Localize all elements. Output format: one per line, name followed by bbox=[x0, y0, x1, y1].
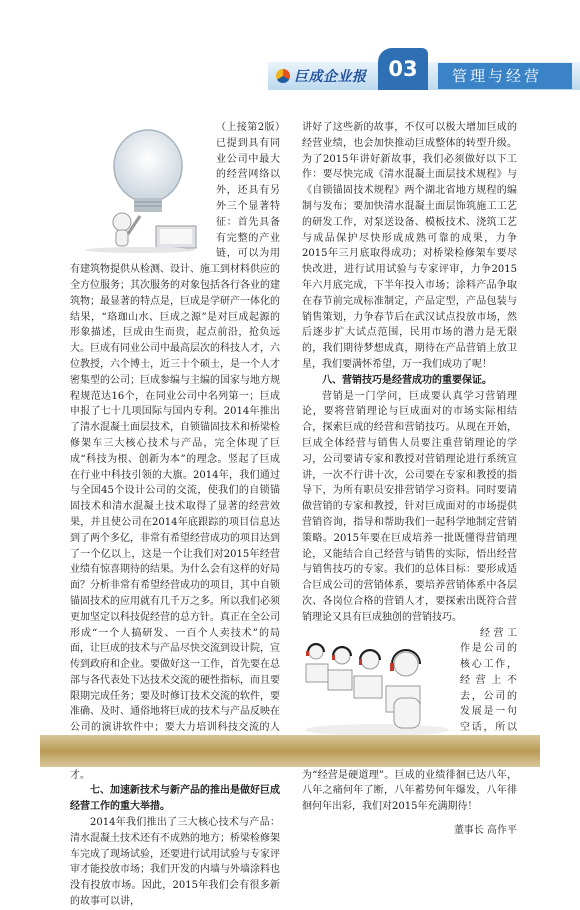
paragraph: 营销是一门学问，巨成要认真学习营销理论，要将营销理论与巨成面对的市场实际相结合，探索巨成的经营和营销技巧。从现在开始，巨成全体经营与销售人员要注重营销理论的学习，公司要请专家和教授对营销理论进行系统宣讲，一次不行讲十次，公司要在专家和教授的指导下，为所有职员安排营销学习资料。同时要请做营销的专家和教授，针对巨成面对的市场提供营销咨询，指导和帮助我们一起科学地制定营销策略。2015年要在巨成培养一批既懂得营销理论，又能结合自己经营与销售的实际，悟出经营与销售技巧的专家。我们的总体目标：要形成适合巨成公司的营销体系，要培养营销体系中各层次、各岗位合格的营销人才，要探索出既符合营销理论又具有巨成独创的营销技巧。 bbox=[302, 390, 517, 623]
call-center-figure-illustration bbox=[302, 630, 452, 740]
paragraph: 2014年我们推出了三大核心技术与产品：清水混凝土技术还有不成熟的地方；桥梁检修架车完成了现场试验，还要进行试用试验与专家评审才能投放市场；我们开发的内墙与外墙涂料也没有投放市场。因此，2015年我们会有很多新的故事可以讲， bbox=[70, 817, 280, 908]
brand-logo-icon bbox=[276, 69, 290, 83]
section-title: 管理与经营 bbox=[438, 63, 572, 89]
paragraph: 经营工作是公司的核心工作，经营上不去，公司的发展是一句空话，所以 为“经营是硬道理”。巨成的业绩徘徊已达八年，八年之痛何年了断，八年蓄势何年爆发，八年徘徊何年出彩，我们对2015年充满期待！ bbox=[302, 627, 517, 813]
author-signature: 董事长 高作平 bbox=[453, 825, 517, 837]
section-heading-7: 七、加速新技术与新产品的推出是做好巨成经营工作的重大举措。 bbox=[70, 785, 280, 813]
right-column bbox=[302, 120, 517, 839]
page-number-tab bbox=[378, 48, 428, 90]
section-heading-8: 八、营销技巧是经营成功的重要保证。 bbox=[322, 374, 492, 386]
decorative-footer-band bbox=[40, 735, 540, 767]
page-header bbox=[0, 0, 580, 95]
lightbulb-figure-illustration bbox=[70, 118, 208, 256]
brand-name: 巨成企业报 bbox=[294, 69, 367, 85]
left-column bbox=[70, 120, 280, 910]
paragraph: （上接第2版）已提到具有同业公司中最大的经营网络以外，还具有另外三个显著特征：首先具备有完整的产业链，可以为用有建筑物提供从检测、设计、施工到材料供应的全方位服务；其次服务的对象包括各行各业的建筑物；最显著的特点是，巨成是学研产一体化的结果，“珞珈山水、巨成之源”是对巨成起源的形象描述，巨成由生而贵，起点前沿，抢负远大。巨成有同业公司中最高层次的科技人才，六位教授，六个博士，近三十个硕士，是一个人才密集型的公司；巨成参编与主编的国家与地方规程规范达16个，在同业公司中名列第一；巨成申报了七十几项国际与国内专利。2014年推出了清水混凝土面层技术，自锁锚固技术和桥梁检修架车三大核心技术与产品，完全体现了巨成“科技为根、创新为本”的理念。竖起了巨成在行业中科技引领的大旗。2014年，我们通过与全国45个设计公司的交流，使我们的自锁锚固技术和清水混凝土技术取得了显著的经营效果，并且使公司在2014年底跟踪的项目信息达到了两个多亿，非常有希望经营成功的项目达到了一个亿以上，这是一个让我们对2015年经营业绩有惊喜期待的结果。为什么会有这样的好局面？分析非常有希望经营成功的项目，其中自锁锚固技术的应用就有几千万之多。所以我们必须更加坚定以科技促经营的总方针。真正在全公司形成“一个人搞研发、一百个人卖技术”的局面，让巨成的技术与产品尽快交流到设计院，宣传到政府和企业。要做好这一工作，首先要在总部与各代表处下达技术交流的硬性指标，而且要限期完成任务；要及时修订技术交流的软件，要准确、及时、通俗地将巨成的技术与产品反映在公司的演讲软件中；要大力培训科技交流的人 才。 bbox=[70, 122, 280, 781]
paragraph: 讲好了这些新的故事，不仅可以极大增加巨成的经营业绩，也会加快推动巨成整体的转型升级。为了2015年讲好新故事，我们必须做好以下工作：要尽快完成《清水混凝土面层技术规程》与《自锁锚固技术规程》两个湖北省地方规程的编制与发布；要加快清水混凝土面层饰筑施工工艺的研发工作，对泵送设备、模板技术、浇筑工艺与成品保护尽快形成成熟可靠的成果，力争2015年三月底取得成功；对桥梁检修架车要尽快改进，进行试用试验与专家评审，力争2015年六月底完成，下半年投入市场；涂料产品争取在春节前完成标准制定，产品定型，产品包装与销售策划，力争春节后在武汉试点投放市场，然后逐步扩大试点范围，民用市场的潜力是无限的，我们期待梦想成真，期待在产品营销上放卫星，我们要满怀希望，万一我们成功了呢！ bbox=[302, 122, 517, 370]
brand-logo bbox=[276, 63, 367, 89]
page-number: 03 bbox=[388, 57, 418, 81]
